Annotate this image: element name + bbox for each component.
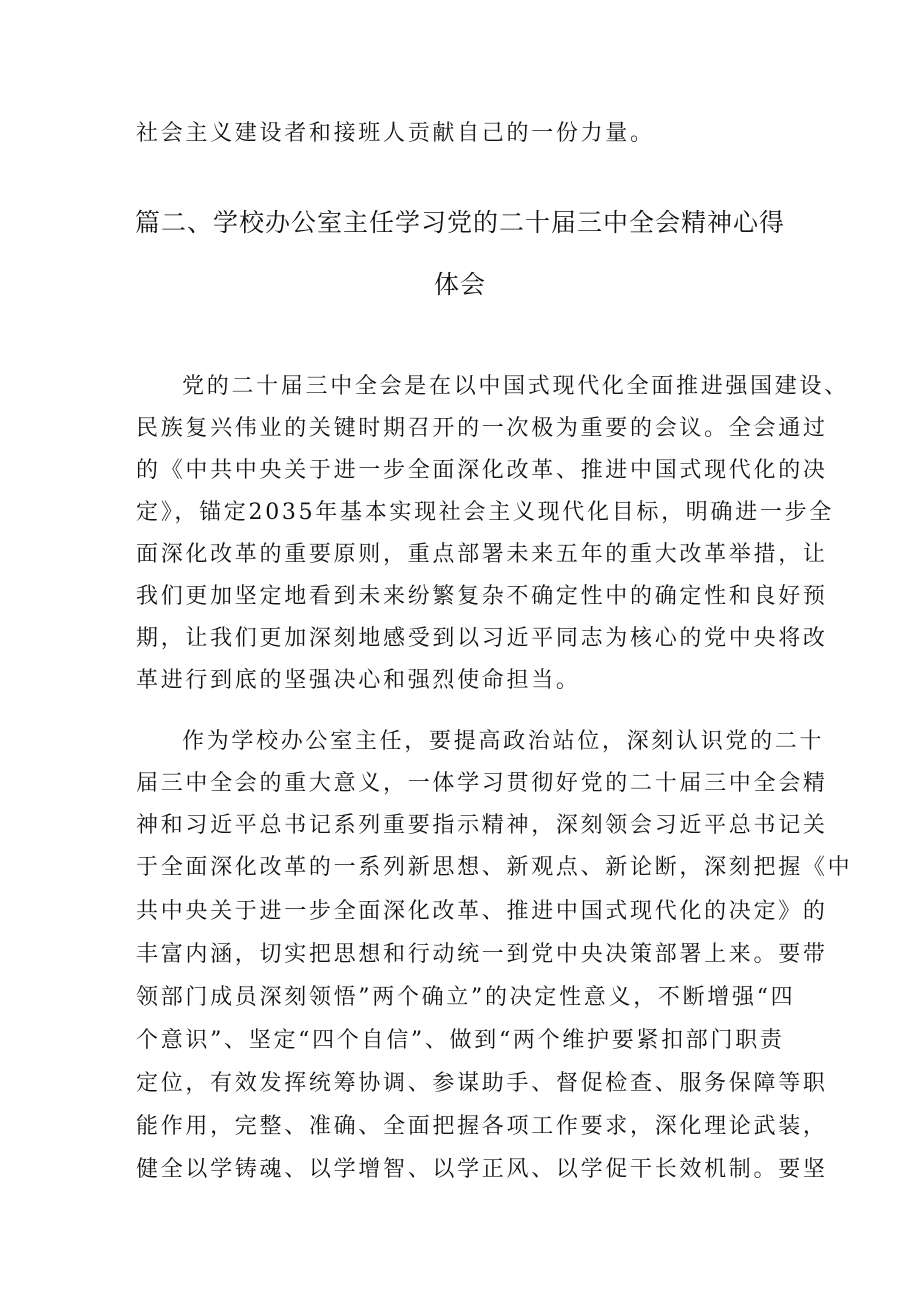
section-title-line-1: 篇二、学校办公室主任学习党的二十届三中全会精神心得 [134,208,785,237]
paragraph-line: 期，让我们更加深刻地感受到以习近平同志为核心的党中央将改 [136,626,828,651]
paragraph-line: 革进行到底的坚强决心和强烈使命担当。 [136,668,581,693]
paragraph-line: 于全面深化改革的一系列新思想、新观点、新论断，深刻把握《中 [136,855,853,880]
paragraph-line: 党的二十届三中全会是在以中国式现代化全面推进强国建设、 [182,374,849,399]
paragraph-line: 神和习近平总书记系列重要指示精神，深刻领会习近平总书记关 [136,813,828,838]
paragraph-line: 我们更加坚定地看到未来纷繁复杂不确定性中的确定性和良好预 [136,584,828,609]
paragraph-line: 民族复兴伟业的关键时期召开的一次极为重要的会议。全会通过 [136,416,828,441]
paragraph-line: 领部门成员深刻领悟”两个确立”的决定性意义，不断增强“四 [136,985,796,1010]
paragraph-line: 个意识”、坚定“四个自信”、做到“两个维护要紧扣部门职责 [136,1028,785,1053]
paragraph-line: 丰富内涵，切实把思想和行动统一到党中央决策部署上来。要带 [136,942,828,967]
paragraph-line: 共中央关于进一步全面深化改革、推进中国式现代化的决定》的 [136,899,828,924]
paragraph-line: 作为学校办公室主任，要提高政治站位，深刻认识党的二十 [182,729,825,754]
paragraph-line: 定》，锚定2035年基本实现社会主义现代化目标，明确进一步全 [136,500,834,525]
paragraph-line: 届三中全会的重大意义，一体学习贯彻好党的二十届三中全会精 [136,771,828,796]
paragraph-line: 健全以学铸魂、以学增智、以学正风、以学促干长效机制。要坚 [136,1157,828,1182]
paragraph-line: 定位，有效发挥统筹协调、参谋助手、督促检查、服务保障等职 [136,1071,828,1096]
paragraph-line: 的《中共中央关于进一步全面深化改革、推进中国式现代化的决 [136,458,828,483]
section-title-line-2: 体会 [433,270,486,299]
previous-section-closing-line: 社会主义建设者和接班人贡献自己的一份力量。 [136,121,655,146]
paragraph-line: 面深化改革的重要原则，重点部署未来五年的重大改革举措，让 [136,542,828,567]
paragraph-line: 能作用，完整、准确、全面把握各项工作要求，深化理论武装， [136,1114,828,1139]
